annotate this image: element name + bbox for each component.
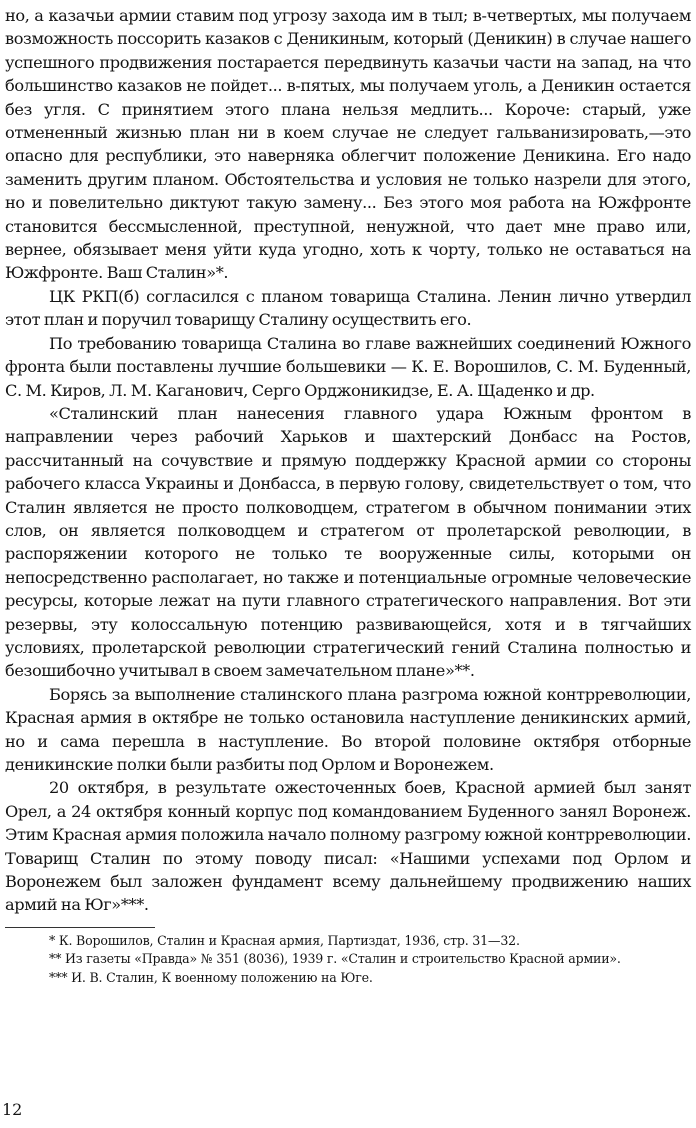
footnote-1: * К. Ворошилов, Сталин и Красная армия, Партиздат, 1936, стр. 31—32. xyxy=(49,932,520,948)
footnote-divider xyxy=(5,927,155,928)
paragraph-4-quote: «Сталинский план нанесения главного удара Южным фронтом в направлении через рабочий Харьков и шахтерский Донбасс на Ростов, рассчитанный на сочувствие и прямую поддержку Красной армии со стороны рабочего класса Украины и Донбасса, в первую голову, свидетельствует о том, что Сталин является не просто полководцем, стратегом в обычном понимании этих слов, он является полководцем и стратегом от пролетарской революции, в распоряжении которого не только те вооруженные силы, которыми он непосредственно располагает, но также и потенциальные огромные человеческие ресурсы, которые лежат на пути главного стратегического направления. Вот эти резервы, эту колоссальную потенцию развивающейся, хотя и в тягчайших условиях, пролетарской революции стратегический гений Сталина полностью и безошибочно учитывал в своем замечательном плане»**. xyxy=(5,403,691,681)
footnote-3: *** И. В. Сталин, К военному положению на Юге. xyxy=(49,969,373,985)
paragraph-3: По требованию товарища Сталина во главе важнейших соединений Южного фронта были поставлены лучшие большевики — К. Е. Ворошилов, С. М. Буденный, С. М. Киров, Л. М. Каганович, Серго Орджоникидзе, Е. А. Щаденко и др. xyxy=(5,333,691,400)
footnote-2: ** Из газеты «Правда» № 351 (8036), 1939 г. «Сталин и строительство Красной армии». xyxy=(49,951,621,967)
paragraph-5: Борясь за выполнение сталинского плана разгрома южной контрреволюции, Красная армия в октябре не только остановила наступление деникинских армий, но и сама перешла в наступление. Во второй половине октября отборные деникинские полки были разбиты под Орлом и Воронежем. xyxy=(5,684,691,774)
main-text xyxy=(5,4,691,917)
page-number: 12 xyxy=(2,1100,23,1119)
book-page xyxy=(5,4,691,987)
paragraph-6: 20 октября, в результате ожесточенных боев, Красной армией был занят Орел, а 24 октября конный корпус под командованием Буденного занял Воронеж. Этим Красная армия положила начало полному разгрому южной контрреволюции. Товарищ Сталин по этому поводу писал: «Нашими успехами под Орлом и Воронежем был заложен фундамент всему дальнейшему продвижению наших армий на Юг»***. xyxy=(5,778,691,915)
paragraph-2: ЦК РКП(б) согласился с планом товарища Сталина. Ленин лично утвердил этот план и поручил товарищу Сталину осуществить его. xyxy=(5,286,691,330)
paragraph-1: но, а казачьи армии ставим под угрозу захода им в тыл; в-четвертых, мы получаем возможность поссорить казаков с Деникиным, который (Деникин) в случае нашего успешного продвижения постарается передвинуть казачьи части на запад, на что большинство казаков не пойдет... в-пятых, мы получаем уголь, а Деникин остается без угля. С принятием этого плана нельзя медлить... Короче: старый, уже отмененный жизнью план ни в коем случае не следует гальванизировать,—это опасно для республики, это наверняка облегчит положение Деникина. Его надо заменить другим планом. Обстоятельства и условия не только назрели для этого, но и повелительно диктуют такую замену... Без этого моя работа на Южфронте становится бессмысленной, преступной, ненужной, что дает мне право или, вернее, обязывает меня уйти куда угодно, хоть к чорту, только не оставаться на Южфронте. Ваш Сталин»*. xyxy=(5,6,691,283)
footnotes xyxy=(5,932,691,987)
